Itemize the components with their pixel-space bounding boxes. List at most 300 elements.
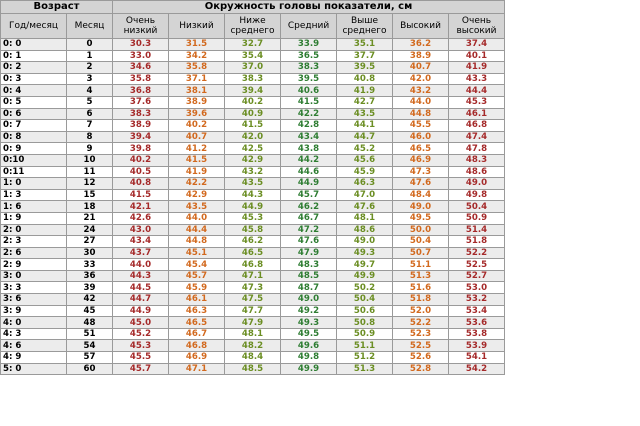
month-cell: 12 — [67, 178, 113, 190]
value-cell: 42.7 — [337, 96, 393, 108]
value-cell: 49.5 — [393, 212, 449, 224]
value-cell: 38.1 — [169, 85, 225, 97]
month-cell: 15 — [67, 189, 113, 201]
value-cell: 47.6 — [393, 178, 449, 190]
age-column-header: Год/месяц — [1, 14, 67, 39]
value-cell: 46.7 — [169, 328, 225, 340]
value-cell: 37.6 — [113, 96, 169, 108]
table-row — [1, 120, 505, 132]
header-line-2: среднего — [342, 26, 387, 36]
value-cell: 53.8 — [449, 328, 505, 340]
value-cell: 51.2 — [337, 352, 393, 364]
value-cell: 42.9 — [225, 154, 281, 166]
month-cell: 27 — [67, 236, 113, 248]
value-cell: 45.5 — [113, 352, 169, 364]
table-row — [1, 282, 505, 294]
table-row — [1, 50, 505, 62]
month-cell: 30 — [67, 247, 113, 259]
value-cell: 47.6 — [281, 236, 337, 248]
age-cell: 0: 9 — [1, 143, 67, 155]
value-cell: 43.5 — [169, 201, 225, 213]
value-cell: 42.9 — [169, 189, 225, 201]
value-cell: 51.4 — [449, 224, 505, 236]
value-cell: 43.2 — [225, 166, 281, 178]
age-cell: 0: 1 — [1, 50, 67, 62]
value-cell: 45.9 — [169, 282, 225, 294]
value-cell: 44.4 — [449, 85, 505, 97]
value-cell: 46.0 — [393, 131, 449, 143]
value-cell: 30.3 — [113, 39, 169, 51]
header-line-1: Средний — [287, 21, 330, 31]
age-cell: 0: 7 — [1, 120, 67, 132]
value-cell: 54.2 — [449, 363, 505, 375]
value-cell: 44.9 — [225, 201, 281, 213]
value-cell: 46.2 — [225, 236, 281, 248]
value-cell: 46.3 — [337, 178, 393, 190]
value-cell: 33.9 — [281, 39, 337, 51]
value-cell: 35.1 — [337, 39, 393, 51]
age-cell: 1: 9 — [1, 212, 67, 224]
value-cell: 51.3 — [337, 363, 393, 375]
value-cell: 40.5 — [113, 166, 169, 178]
value-cell: 42.0 — [393, 73, 449, 85]
month-cell: 6 — [67, 108, 113, 120]
value-cell: 38.3 — [281, 62, 337, 74]
value-cell: 47.5 — [225, 294, 281, 306]
value-cell: 36.2 — [393, 39, 449, 51]
age-cell: 2: 3 — [1, 236, 67, 248]
indicator-column-header — [281, 14, 337, 39]
value-cell: 40.2 — [169, 120, 225, 132]
table-row — [1, 154, 505, 166]
month-cell: 21 — [67, 212, 113, 224]
value-cell: 49.0 — [393, 201, 449, 213]
age-cell: 0: 0 — [1, 39, 67, 51]
indicator-column-header — [169, 14, 225, 39]
value-cell: 49.0 — [449, 178, 505, 190]
age-cell: 5: 0 — [1, 363, 67, 375]
table-row — [1, 236, 505, 248]
value-cell: 39.4 — [225, 85, 281, 97]
value-cell: 43.5 — [225, 178, 281, 190]
value-cell: 49.5 — [281, 328, 337, 340]
table-row — [1, 340, 505, 352]
value-cell: 52.8 — [393, 363, 449, 375]
value-cell: 48.1 — [337, 212, 393, 224]
table-row — [1, 317, 505, 329]
value-cell: 49.8 — [449, 189, 505, 201]
value-cell: 40.6 — [281, 85, 337, 97]
value-cell: 52.7 — [449, 270, 505, 282]
value-cell: 48.1 — [225, 328, 281, 340]
header-line-1: Очень — [461, 16, 492, 26]
value-cell: 45.2 — [337, 143, 393, 155]
value-cell: 44.5 — [113, 282, 169, 294]
age-cell: 1: 0 — [1, 178, 67, 190]
value-cell: 48.4 — [225, 352, 281, 364]
value-cell: 44.0 — [113, 259, 169, 271]
value-cell: 44.6 — [281, 166, 337, 178]
value-cell: 50.4 — [337, 294, 393, 306]
table-row — [1, 166, 505, 178]
month-cell: 57 — [67, 352, 113, 364]
table-row — [1, 73, 505, 85]
value-cell: 36.8 — [113, 85, 169, 97]
value-cell: 41.5 — [225, 120, 281, 132]
value-cell: 45.2 — [113, 328, 169, 340]
indicator-column-header — [449, 14, 505, 39]
value-cell: 50.8 — [337, 317, 393, 329]
header-line-1: Высокий — [400, 21, 441, 31]
value-cell: 43.7 — [113, 247, 169, 259]
value-cell: 38.3 — [113, 108, 169, 120]
age-cell: 0: 8 — [1, 131, 67, 143]
value-cell: 37.0 — [225, 62, 281, 74]
header-line-2: низкий — [123, 26, 158, 36]
value-cell: 33.0 — [113, 50, 169, 62]
age-group-header: Возраст — [1, 1, 113, 14]
table-row — [1, 108, 505, 120]
table-row — [1, 62, 505, 74]
value-cell: 46.5 — [225, 247, 281, 259]
month-cell: 45 — [67, 305, 113, 317]
value-cell: 43.3 — [449, 73, 505, 85]
table-row — [1, 270, 505, 282]
value-cell: 46.9 — [169, 352, 225, 364]
value-cell: 41.5 — [281, 96, 337, 108]
value-cell: 40.9 — [225, 108, 281, 120]
value-cell: 48.6 — [449, 166, 505, 178]
value-cell: 53.6 — [449, 317, 505, 329]
age-cell: 0: 2 — [1, 62, 67, 74]
value-cell: 49.2 — [281, 305, 337, 317]
age-cell: 3: 0 — [1, 270, 67, 282]
value-cell: 49.6 — [281, 340, 337, 352]
value-cell: 42.8 — [281, 120, 337, 132]
month-column-header: Месяц — [67, 14, 113, 39]
value-cell: 45.8 — [225, 224, 281, 236]
value-cell: 36.5 — [281, 50, 337, 62]
value-cell: 47.9 — [225, 317, 281, 329]
value-cell: 38.3 — [225, 73, 281, 85]
value-cell: 41.5 — [169, 154, 225, 166]
value-cell: 47.9 — [281, 247, 337, 259]
value-cell: 49.3 — [337, 247, 393, 259]
value-cell: 50.6 — [337, 305, 393, 317]
value-cell: 35.8 — [113, 73, 169, 85]
month-cell: 24 — [67, 224, 113, 236]
table-row — [1, 224, 505, 236]
value-cell: 48.3 — [449, 154, 505, 166]
value-cell: 45.3 — [113, 340, 169, 352]
value-cell: 43.8 — [281, 143, 337, 155]
value-cell: 40.7 — [169, 131, 225, 143]
table-row — [1, 352, 505, 364]
month-cell: 5 — [67, 96, 113, 108]
value-cell: 48.5 — [225, 363, 281, 375]
table-row — [1, 131, 505, 143]
value-cell: 46.5 — [393, 143, 449, 155]
value-cell: 54.1 — [449, 352, 505, 364]
header-line-2: среднего — [230, 26, 275, 36]
value-cell: 49.9 — [281, 363, 337, 375]
value-cell: 45.9 — [337, 166, 393, 178]
age-cell: 2: 9 — [1, 259, 67, 271]
value-cell: 43.5 — [337, 108, 393, 120]
table-row — [1, 294, 505, 306]
value-cell: 45.6 — [337, 154, 393, 166]
value-cell: 47.7 — [225, 305, 281, 317]
month-cell: 10 — [67, 154, 113, 166]
value-cell: 49.9 — [337, 270, 393, 282]
table-row — [1, 201, 505, 213]
value-cell: 44.3 — [113, 270, 169, 282]
value-cell: 48.7 — [281, 282, 337, 294]
value-cell: 37.4 — [449, 39, 505, 51]
age-cell: 0: 5 — [1, 96, 67, 108]
value-cell: 50.9 — [449, 212, 505, 224]
value-cell: 35.4 — [225, 50, 281, 62]
age-cell: 0:11 — [1, 166, 67, 178]
value-cell: 47.3 — [225, 282, 281, 294]
age-cell: 4: 6 — [1, 340, 67, 352]
month-cell: 42 — [67, 294, 113, 306]
header-line-1: Выше — [350, 16, 379, 26]
value-cell: 52.6 — [393, 352, 449, 364]
value-cell: 38.9 — [169, 96, 225, 108]
value-cell: 44.7 — [337, 131, 393, 143]
value-cell: 47.1 — [225, 270, 281, 282]
value-cell: 44.3 — [225, 189, 281, 201]
value-cell: 40.2 — [113, 154, 169, 166]
age-cell: 1: 6 — [1, 201, 67, 213]
age-cell: 4: 0 — [1, 317, 67, 329]
value-cell: 49.3 — [281, 317, 337, 329]
month-cell: 2 — [67, 62, 113, 74]
value-cell: 42.5 — [225, 143, 281, 155]
month-cell: 54 — [67, 340, 113, 352]
value-cell: 52.2 — [393, 317, 449, 329]
value-cell: 45.4 — [169, 259, 225, 271]
value-cell: 31.5 — [169, 39, 225, 51]
value-cell: 41.9 — [169, 166, 225, 178]
value-cell: 47.3 — [393, 166, 449, 178]
value-cell: 37.7 — [337, 50, 393, 62]
value-cell: 44.7 — [113, 294, 169, 306]
month-cell: 33 — [67, 259, 113, 271]
value-cell: 52.0 — [393, 305, 449, 317]
header-line-1: Низкий — [179, 21, 214, 31]
value-cell: 46.3 — [169, 305, 225, 317]
table-row — [1, 143, 505, 155]
value-cell: 43.2 — [393, 85, 449, 97]
month-cell: 3 — [67, 73, 113, 85]
month-cell: 4 — [67, 85, 113, 97]
value-cell: 47.0 — [337, 189, 393, 201]
month-cell: 0 — [67, 39, 113, 51]
value-cell: 32.7 — [225, 39, 281, 51]
age-cell: 4: 3 — [1, 328, 67, 340]
indicator-column-header — [113, 14, 169, 39]
value-cell: 38.9 — [113, 120, 169, 132]
value-cell: 43.0 — [113, 224, 169, 236]
value-cell: 46.7 — [281, 212, 337, 224]
value-cell: 44.9 — [113, 305, 169, 317]
value-cell: 41.5 — [113, 189, 169, 201]
value-cell: 51.8 — [393, 294, 449, 306]
value-cell: 47.1 — [169, 363, 225, 375]
value-cell: 34.2 — [169, 50, 225, 62]
value-cell: 39.6 — [169, 108, 225, 120]
value-cell: 44.1 — [337, 120, 393, 132]
value-cell: 52.3 — [393, 328, 449, 340]
value-cell: 46.5 — [169, 317, 225, 329]
value-cell: 48.4 — [393, 189, 449, 201]
value-cell: 40.2 — [225, 96, 281, 108]
value-cell: 34.6 — [113, 62, 169, 74]
value-cell: 53.9 — [449, 340, 505, 352]
table-row — [1, 85, 505, 97]
value-cell: 42.2 — [169, 178, 225, 190]
value-cell: 50.4 — [393, 236, 449, 248]
value-cell: 47.6 — [337, 201, 393, 213]
value-cell: 48.5 — [281, 270, 337, 282]
value-cell: 50.4 — [449, 201, 505, 213]
table-row — [1, 247, 505, 259]
age-cell: 0: 3 — [1, 73, 67, 85]
value-cell: 44.9 — [281, 178, 337, 190]
value-cell: 53.2 — [449, 294, 505, 306]
value-cell: 39.8 — [113, 143, 169, 155]
month-cell: 9 — [67, 143, 113, 155]
value-cell: 44.0 — [393, 96, 449, 108]
table-row — [1, 39, 505, 51]
age-cell: 0: 6 — [1, 108, 67, 120]
month-cell: 48 — [67, 317, 113, 329]
value-cell: 46.1 — [449, 108, 505, 120]
value-cell: 42.6 — [113, 212, 169, 224]
value-cell: 46.2 — [281, 201, 337, 213]
value-cell: 42.1 — [113, 201, 169, 213]
age-cell: 0:10 — [1, 154, 67, 166]
value-cell: 49.7 — [337, 259, 393, 271]
value-cell: 46.8 — [449, 120, 505, 132]
month-cell: 1 — [67, 50, 113, 62]
value-cell: 45.3 — [225, 212, 281, 224]
value-cell: 40.8 — [113, 178, 169, 190]
value-cell: 43.4 — [113, 236, 169, 248]
age-cell: 2: 0 — [1, 224, 67, 236]
age-cell: 3: 6 — [1, 294, 67, 306]
value-cell: 46.8 — [169, 340, 225, 352]
value-cell: 49.0 — [281, 294, 337, 306]
value-cell: 45.7 — [169, 270, 225, 282]
value-cell: 40.8 — [337, 73, 393, 85]
value-cell: 39.5 — [281, 73, 337, 85]
value-cell: 47.2 — [281, 224, 337, 236]
month-cell: 51 — [67, 328, 113, 340]
indicator-column-header — [337, 14, 393, 39]
header-line-2: высокий — [456, 26, 497, 36]
value-cell: 48.6 — [337, 224, 393, 236]
value-cell: 51.3 — [393, 270, 449, 282]
value-cell: 50.0 — [393, 224, 449, 236]
table-row — [1, 259, 505, 271]
table-row — [1, 328, 505, 340]
value-cell: 42.2 — [281, 108, 337, 120]
value-cell: 52.5 — [393, 340, 449, 352]
value-cell: 45.3 — [449, 96, 505, 108]
value-cell: 47.4 — [449, 131, 505, 143]
table-row — [1, 178, 505, 190]
value-cell: 52.2 — [449, 247, 505, 259]
indicator-column-header — [225, 14, 281, 39]
value-cell: 47.8 — [449, 143, 505, 155]
value-cell: 44.2 — [281, 154, 337, 166]
value-cell: 53.4 — [449, 305, 505, 317]
value-cell: 45.7 — [113, 363, 169, 375]
indicators-group-header: Окружность головы показатели, см — [113, 1, 505, 14]
month-cell: 11 — [67, 166, 113, 178]
value-cell: 40.7 — [393, 62, 449, 74]
table-row — [1, 305, 505, 317]
value-cell: 49.8 — [281, 352, 337, 364]
value-cell: 41.9 — [337, 85, 393, 97]
age-cell: 4: 9 — [1, 352, 67, 364]
age-cell: 2: 6 — [1, 247, 67, 259]
value-cell: 51.1 — [337, 340, 393, 352]
table-body — [1, 39, 505, 375]
table-row — [1, 189, 505, 201]
value-cell: 45.7 — [281, 189, 337, 201]
age-cell: 3: 9 — [1, 305, 67, 317]
value-cell: 52.5 — [449, 259, 505, 271]
value-cell: 51.1 — [393, 259, 449, 271]
value-cell: 50.2 — [337, 282, 393, 294]
value-cell: 38.9 — [393, 50, 449, 62]
value-cell: 41.2 — [169, 143, 225, 155]
value-cell: 45.5 — [393, 120, 449, 132]
value-cell: 45.1 — [169, 247, 225, 259]
value-cell: 44.8 — [393, 108, 449, 120]
value-cell: 35.8 — [169, 62, 225, 74]
value-cell: 48.2 — [225, 340, 281, 352]
value-cell: 50.9 — [337, 328, 393, 340]
value-cell: 39.4 — [113, 131, 169, 143]
value-cell: 41.9 — [449, 62, 505, 74]
value-cell: 43.4 — [281, 131, 337, 143]
value-cell: 51.6 — [393, 282, 449, 294]
age-cell: 1: 3 — [1, 189, 67, 201]
month-cell: 18 — [67, 201, 113, 213]
value-cell: 46.1 — [169, 294, 225, 306]
value-cell: 42.0 — [225, 131, 281, 143]
table-row — [1, 212, 505, 224]
value-cell: 44.0 — [169, 212, 225, 224]
header-line-1: Ниже — [239, 16, 266, 26]
month-cell: 60 — [67, 363, 113, 375]
value-cell: 53.0 — [449, 282, 505, 294]
value-cell: 51.8 — [449, 236, 505, 248]
header-line-1: Очень — [125, 16, 156, 26]
value-cell: 49.0 — [337, 236, 393, 248]
indicator-column-header — [393, 14, 449, 39]
age-cell: 0: 4 — [1, 85, 67, 97]
month-cell: 39 — [67, 282, 113, 294]
month-cell: 7 — [67, 120, 113, 132]
value-cell: 45.0 — [113, 317, 169, 329]
month-cell: 8 — [67, 131, 113, 143]
